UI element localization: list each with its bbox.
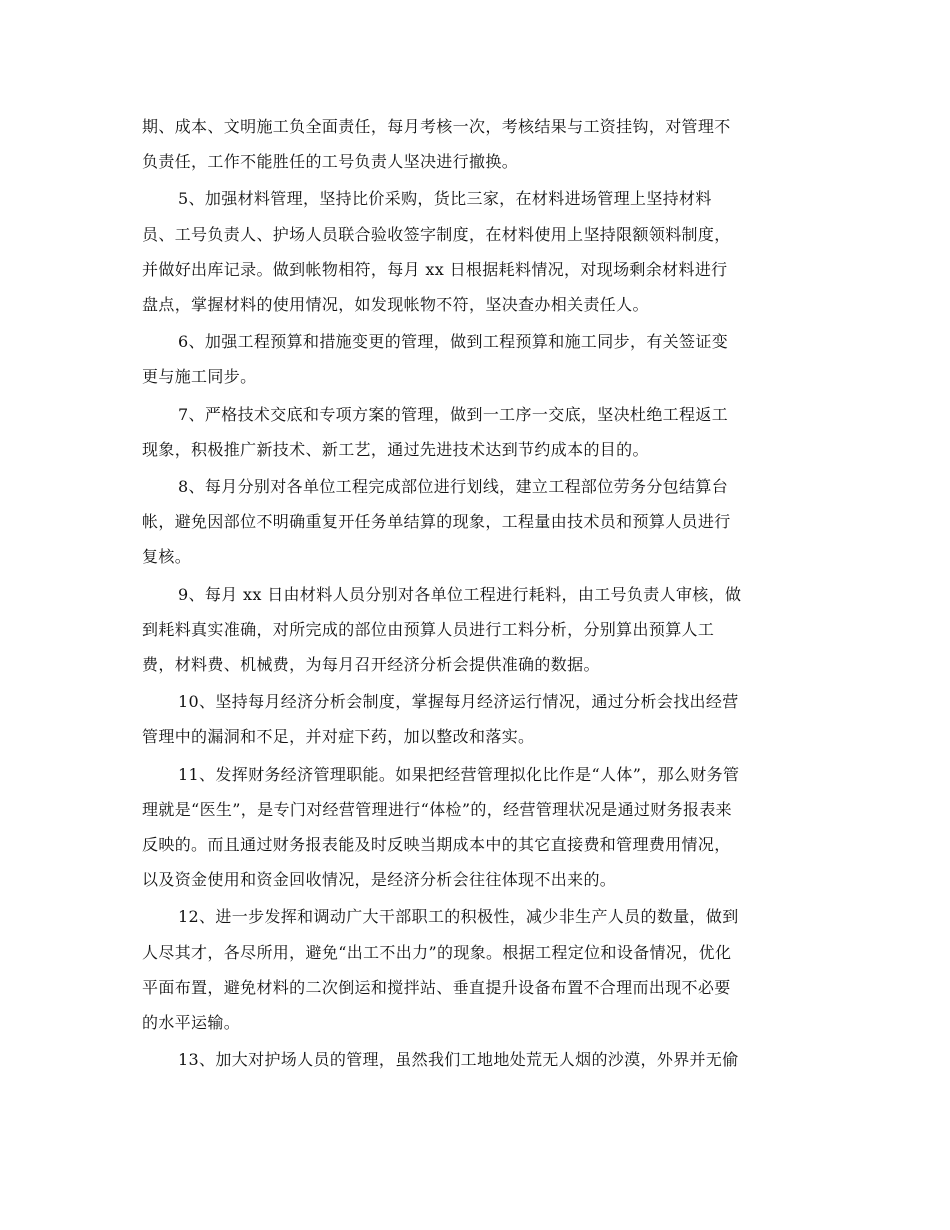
paragraph-item-5 bbox=[142, 181, 810, 322]
text-line: 以及资金使用和资金回收情况，是经济分析会往往体现不出来的。 bbox=[142, 870, 617, 890]
text-line: 反映的。而且通过财务报表能及时反映当期成本中的其它直接费和管理费用情况， bbox=[142, 835, 731, 855]
paragraph-continuation bbox=[142, 109, 810, 179]
paragraph-item-11 bbox=[142, 757, 810, 898]
text-line: 11、发挥财务经济管理职能。如果把经营管理拟化比作是“人体”，那么财务管 bbox=[178, 764, 740, 784]
text-line: 期、成本、文明施工负全面责任，每月考核一次，考核结果与工资挂钩，对管理不 bbox=[142, 117, 731, 136]
text-line: 管理中的漏洞和不足，并对症下药，加以整改和落实。 bbox=[142, 727, 535, 747]
text-line: 并做好出库记录。做到帐物相符，每月 xx 日根据耗料情况，对现场剩余材料进行 bbox=[142, 259, 728, 279]
text-line: 员、工号负责人、护场人员联合验收签字制度，在材料使用上坚持限额领料制度， bbox=[142, 224, 731, 244]
text-line: 复核。 bbox=[142, 547, 192, 567]
paragraph-item-8 bbox=[142, 469, 810, 575]
text-line: 5、加强材料管理，坚持比价采购，货比三家，在材料进场管理上坚持材料 bbox=[178, 189, 712, 209]
text-line: 7、严格技术交底和专项方案的管理，做到一工序一交底，坚决杜绝工程返工 bbox=[178, 404, 729, 424]
document-body bbox=[142, 109, 810, 1079]
paragraph-item-13 bbox=[142, 1042, 810, 1077]
text-line: 8、每月分别对各单位工程完成部位进行划线，建立工程部位劳务分包结算台 bbox=[178, 477, 729, 497]
text-line: 费，材料费、机械费，为每月召开经济分析会提供准确的数据。 bbox=[142, 655, 600, 675]
paragraph-item-7 bbox=[142, 397, 810, 467]
text-line: 9、每月 xx 日由材料人员分别对各单位工程进行耗料，由工号负责人审核，做 bbox=[178, 584, 742, 604]
paragraph-item-6 bbox=[142, 324, 810, 394]
text-line: 负责任，工作不能胜任的工号负责人坚决进行撤换。 bbox=[142, 152, 519, 172]
text-line: 10、坚持每月经济分析会制度，掌握每月经济运行情况，通过分析会找出经营 bbox=[178, 692, 739, 712]
text-line: 盘点，掌握材料的使用情况，如发现帐物不符，坚决查办相关责任人。 bbox=[142, 295, 649, 315]
text-line: 到耗料真实准确，对所完成的部位由预算人员进行工料分析，分别算出预算人工 bbox=[142, 619, 715, 639]
text-line: 更与施工同步。 bbox=[142, 367, 257, 387]
paragraph-item-10 bbox=[142, 684, 810, 754]
paragraph-item-9 bbox=[142, 577, 810, 683]
text-line: 人尽其才，各尽所用，避免“出工不出力”的现象。根据工程定位和设备情况，优化 bbox=[142, 942, 732, 962]
paragraph-item-12 bbox=[142, 899, 810, 1040]
text-line: 的水平运输。 bbox=[142, 1013, 241, 1033]
text-line: 现象，积极推广新技术、新工艺，通过先进技术达到节约成本的目的。 bbox=[142, 439, 649, 459]
text-line: 12、进一步发挥和调动广大干部职工的积极性，减少非生产人员的数量，做到 bbox=[178, 907, 739, 927]
text-line: 帐，避免因部位不明确重复开任务单结算的现象，工程量由技术员和预算人员进行 bbox=[142, 512, 731, 532]
text-line: 6、加强工程预算和措施变更的管理，做到工程预算和施工同步，有关签证变 bbox=[178, 332, 729, 352]
text-line: 13、加大对护场人员的管理，虽然我们工地地处荒无人烟的沙漠，外界并无偷 bbox=[178, 1050, 739, 1070]
text-line: 平面布置，避免材料的二次倒运和搅拌站、垂直提升设备布置不合理而出现不必要 bbox=[142, 977, 731, 997]
text-line: 理就是“医生”，是专门对经营管理进行“体检”的，经营管理状况是通过财务报表来 bbox=[142, 799, 733, 819]
